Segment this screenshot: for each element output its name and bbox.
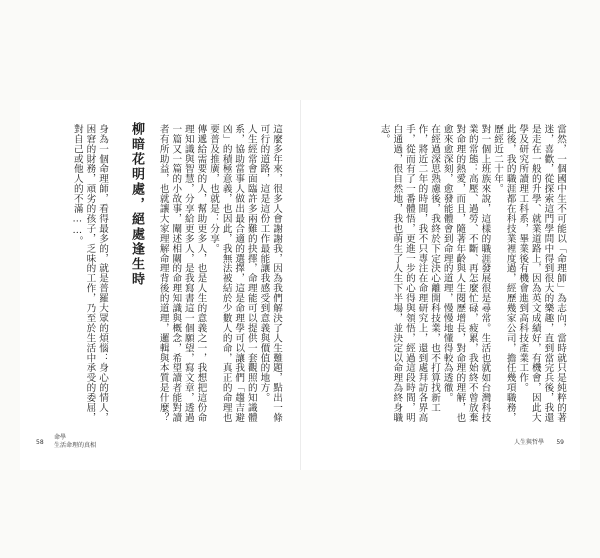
right-page-body-text: 當然，一個國中生不可能以「命理師」為志向，當時就只是純粹的著迷，喜歡，從探索這門學問中得到很大的樂趣，直到當完兵後，我還是走在一般的升學、就業道路上，因為英文成績好，有機會，因此大學及研究所讀理工科系，畢業後有機會進到高科技產業工作。 此後，我的職涯都在科技業裡度過，經歷幾家公司，擔任幾項職務，歷經近二十年。 對一個上班族來說，這樣的職涯發展很是尋常。生活也就如台灣科技業的常態：高壓、過勞、不斷、再怎麼忙碌，疲累，我始終不曾放棄對命理的熱愛，而且，隨著年齡與人生閱歷增長，對命理的理解，也愈來愈深刻，愈發能體會到命理的道理，慢慢地懂得較為透徹。 在經過深思熟慮後，我終於下定決心離開科技業，也不打算找新工作，將近二年的時間，我不只專注在命理研究上，還到處拜訪各界高手，從而有了一番體悟，更進一步的心得與領悟，經過這段時間，明白通過，很自然地，我也萌生了人生下半場，並決定以命理為終身職志。 <box>378 124 566 423</box>
left-page-number: 58 <box>36 439 44 446</box>
right-running-head: 人生與哲學 <box>513 439 544 446</box>
right-page-number: 59 <box>556 439 564 446</box>
running-head-line-2: 生活命理的真相 <box>54 442 97 449</box>
left-page <box>20 100 300 470</box>
left-running-head <box>54 434 96 450</box>
running-head-line-1: 命學 <box>54 434 67 441</box>
section-heading: 柳暗花明處，絕處逢生時 <box>129 122 144 287</box>
left-page-body-text: 這麼多年來，很多人會謝謝我，因為我們解決了人生難題，點出一條可行的道路，這是這份工作最能讓我感受到意義與價值的地方。 人生經常會面臨許多兩難的抉擇，命理能可以提供一套觀照的知識體系，協助當事人做出最合適的選擇，這是命理學可以讓我們「趨吉避凶」的積極意義，也因此，我無法被結於少數人的命，真正的命理也要普及推廣，也就是：分享。 傳遞給需要的人，幫助更多人，也是人生的意義之一，我想把這份命理知識與智慧，分享給更多人，是我寫書這一個願望，寫文章，透過一篇又一篇的小故事，闡述相關的命理知識與概念，希望讀者能對讀者有所助益，也就讓大家理解命理背後的道理，邏輯與本質是什麼？ <box>157 124 282 423</box>
book-spread <box>20 100 580 470</box>
left-page-section-text: 身為一個命理師，看得最多的，就是普羅大眾的煩惱：身心的情人，困窘的財務，頑劣的孩子，乏味的工作，乃至於生活中承受的委屈，對自己或他人的不滿……。 <box>71 124 108 423</box>
right-page <box>300 100 580 470</box>
